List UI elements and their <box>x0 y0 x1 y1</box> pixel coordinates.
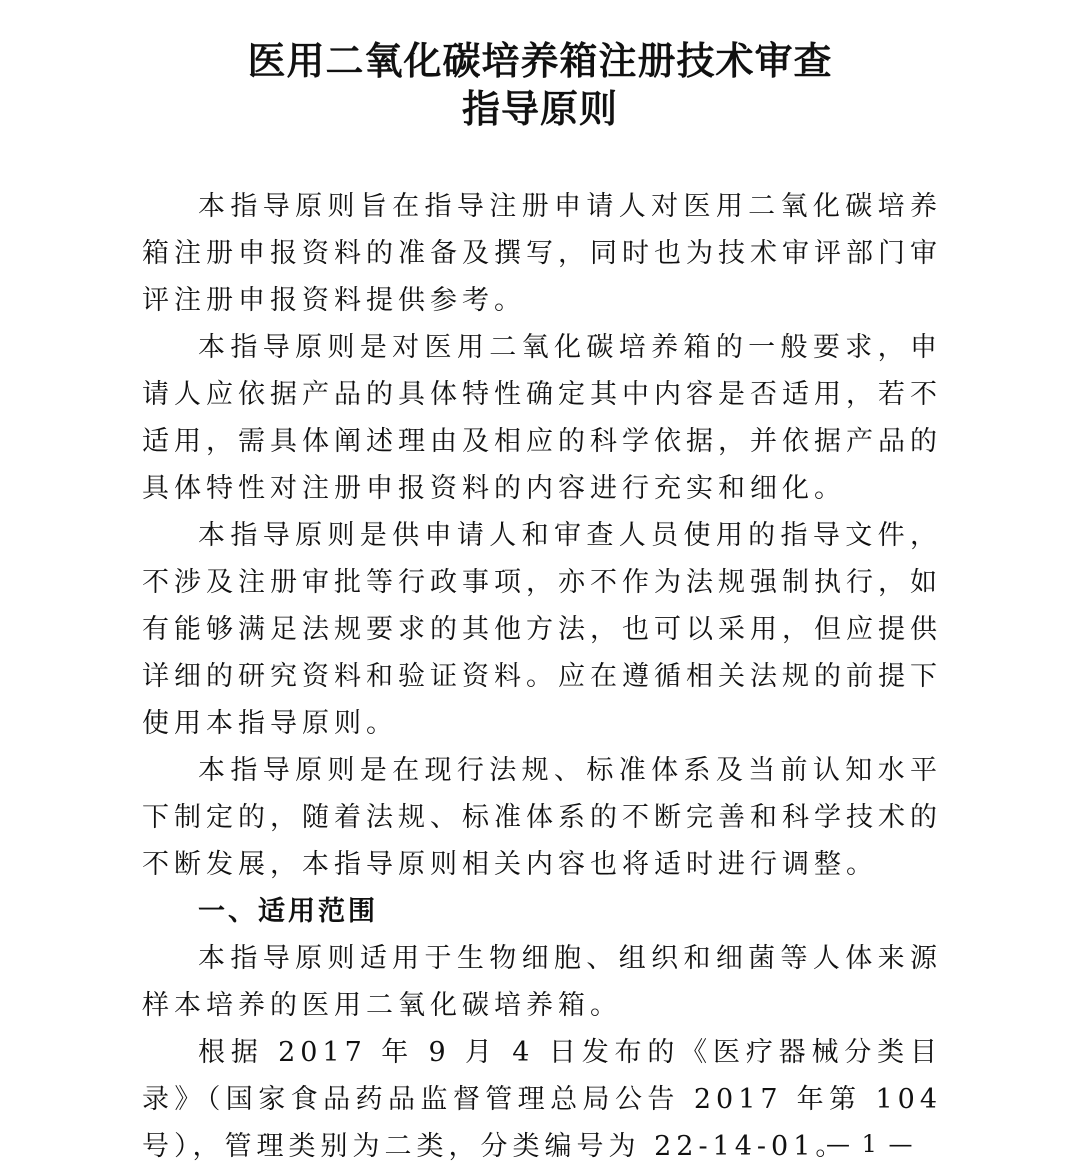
paragraph-applicability: 本指导原则适用于生物细胞、组织和细菌等人体来源样本培养的医用二氧化碳培养箱。 <box>142 943 942 1021</box>
paragraph-usage-scope: 本指导原则是供申请人和审查人员使用的指导文件，不涉及注册审批等行政事项，亦不作为法规强制执行，如有能够满足法规要求的其他方法，也可以采用，但应提供详细的研究资料和验证资料。应在遵循相关法规的前提下使用本指导原则。 <box>142 520 942 739</box>
paragraph-general-requirements: 本指导原则是对医用二氧化碳培养箱的一般要求，申请人应依据产品的具体特性确定其中内容是否适用，若不适用，需具体阐述理由及相应的科学依据，并依据产品的具体特性对注册申报资料的内容进行充实和细化。 <box>142 332 942 504</box>
document-body <box>142 183 942 1170</box>
document-title-line-1: 医用二氧化碳培养箱注册技术审查 <box>247 39 833 83</box>
paragraph-classification: 根据 2017 年 9 月 4 日发布的《医疗器械分类目录》（国家食品药品监督管理总局公告 2017 年第 104 号），管理类别为二类，分类编号为 22-14-01。 <box>142 1037 942 1162</box>
document-title-line-2: 指导原则 <box>461 87 618 131</box>
paragraph-purpose: 本指导原则旨在指导注册申请人对医用二氧化碳培养箱注册申报资料的准备及撰写，同时也为技术审评部门审评注册申报资料提供参考。 <box>142 191 942 316</box>
paragraph-revision-note: 本指导原则是在现行法规、标准体系及当前认知水平下制定的，随着法规、标准体系的不断完善和科学技术的不断发展，本指导原则相关内容也将适时进行调整。 <box>142 755 942 880</box>
page-number: — 1 — <box>826 1130 915 1158</box>
section-heading-scope: 一、适用范围 <box>198 896 378 927</box>
